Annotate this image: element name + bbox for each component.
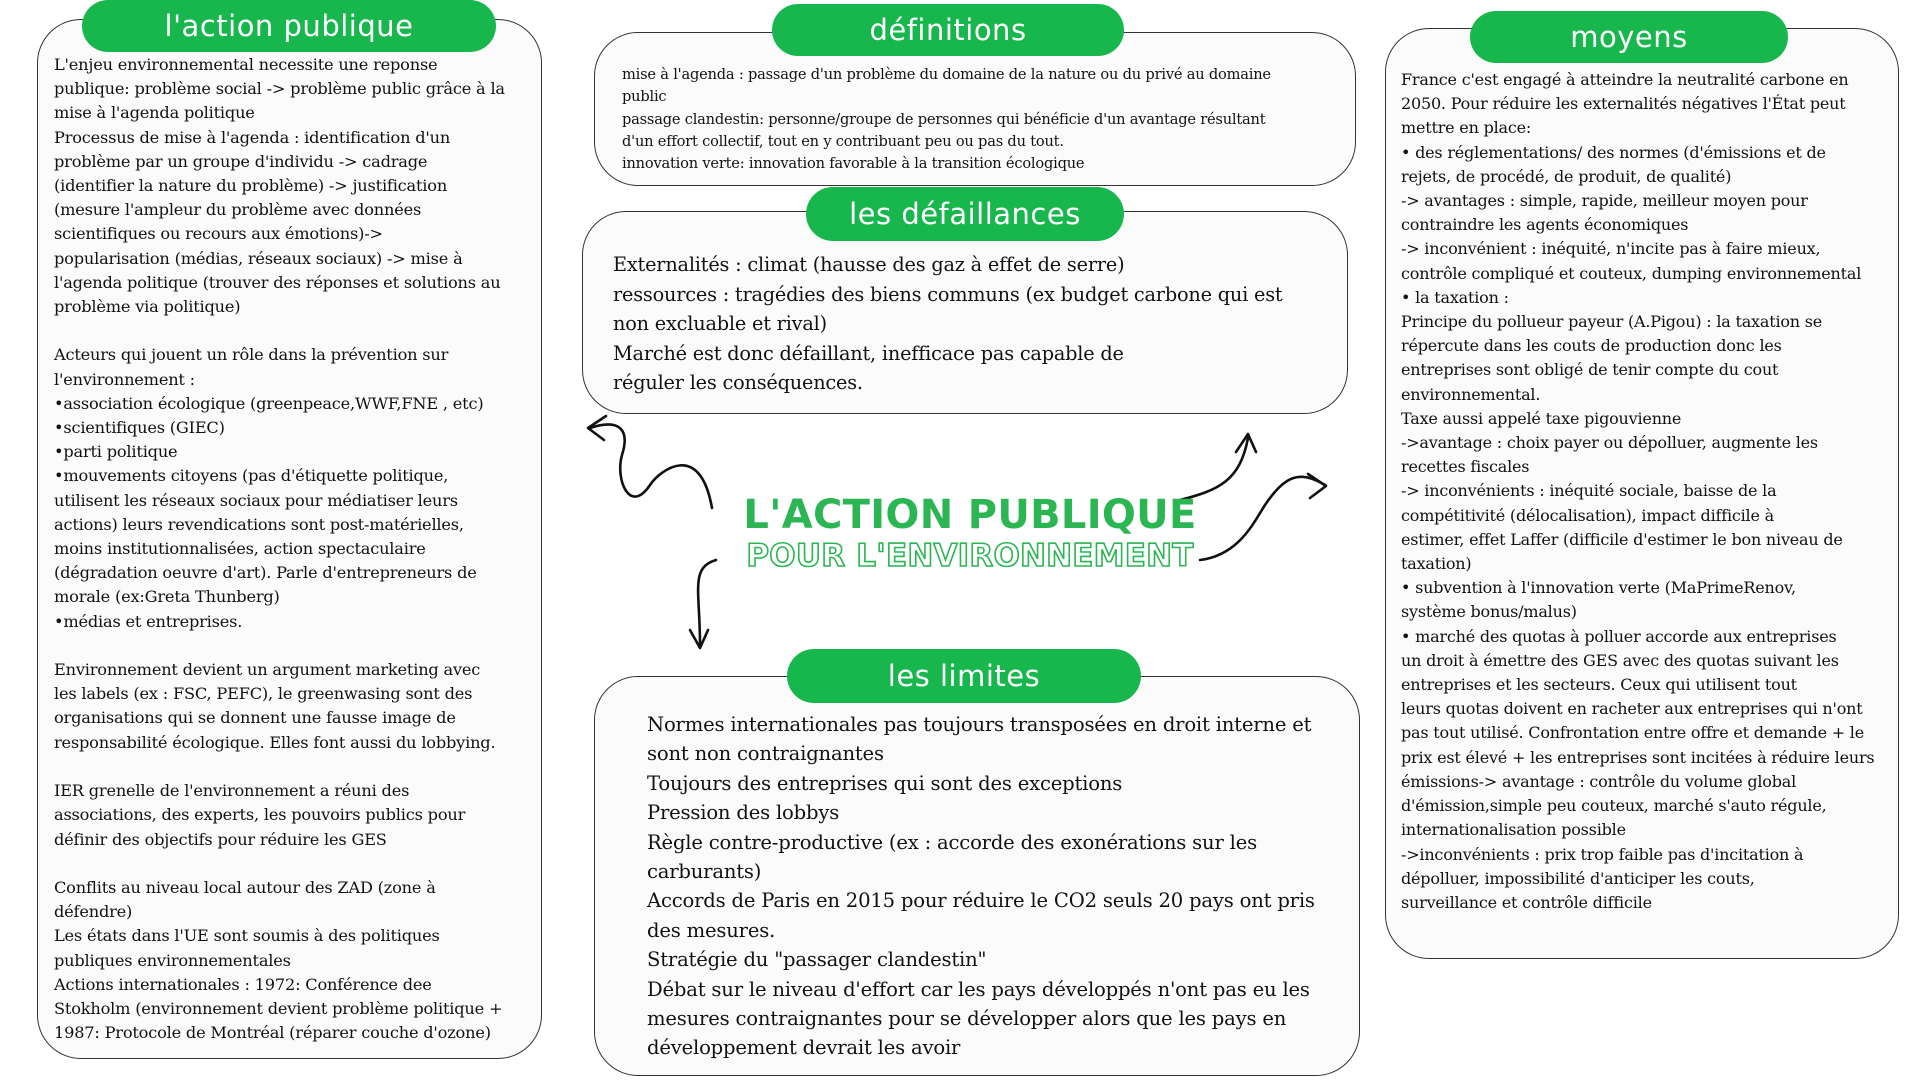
defaillances-text: Externalités : climat (hausse des gaz à effet de serre) ressources : tragédies des biens communs (ex budget carbone qui est non excluable et rival) Marché est donc défaillant, inefficace pas capable de réguler les conséquences. (613, 253, 1283, 394)
moyens-heading: moyens (1470, 11, 1788, 63)
moyens-text: France c'est engagé à atteindre la neutralité carbone en 2050. Pour réduire les externalités négatives l'État peut mettre en place: • des réglementations/ des normes (d'émissions et de rejets, de procédé, de produit, de qualité) -> avantages : simple, rapide, meilleur moyen pour contraindre les agents économiques -> inconvénient : inéquité, n'incite pas à faire mieux, contrôle compliqué et couteux, dumping environnemental • la taxation : Principe du pollueur payeur (A.Pigou) : la taxation se répercute dans les couts de production donc les entreprises sont obligé de tenir compte du cout environnemental. Taxe aussi appelé taxe pigouvienne ->avantage : choix payer ou dépolluer, augmente les recettes fiscales -> inconvénients : inéquité sociale, baisse de la compétitivité (délocalisation), impact difficile à estimer, effet Laffer (difficile d'estimer le bon niveau de taxation) • subvention à l'innovation verte (MaPrimeRenov, système bonus/malus) • marché des quotas à polluer accorde aux entreprises un droit à émettre des GES avec des quotas suivant les entreprises et les secteurs. Ceux qui utilisent tout leurs quotas doivent en racheter aux entreprises qui n'ont pas tout utilisé. Confrontation entre offre et demande + le prix est élevé + les entreprises sont incitées à réduire leurs émissions-> avantage : contrôle du volume global d'émission,simple peu couteux, marché s'auto régule, internationalisation possible ->inconvénients : prix trop faible pas d'incitation à dépolluer, impossibilité d'anticiper les couts, surveillance et contrôle difficile (1401, 70, 1875, 912)
defaillances-heading: les défaillances (806, 187, 1124, 241)
center-subtitle: POUR L'ENVIRONNEMENT (746, 538, 1194, 574)
definitions-text: mise à l'agenda : passage d'un problème du domaine de la nature ou du privé au domaine public passage clandestin: personne/groupe de personnes qui bénéficie d'un avantage résultant d'un effort collectif, tout en y contribuant peu ou pas du tout. innovation verte: innovation favorable à la transition écologique (622, 66, 1271, 173)
action-publique-heading: l'action publique (82, 0, 496, 52)
center-title: L'ACTION PUBLIQUE (743, 492, 1197, 538)
limites-heading: les limites (787, 649, 1141, 703)
action-publique-text: L'enjeu environnemental necessite une reponse publique: problème social -> problème public grâce à la mise à l'agenda politique Processus de mise à l'agenda : identification d'un problème par un groupe d'individu -> cadrage (identifier la nature du problème) -> justification (mesure l'ampleur du problème avec données scientifiques ou recours aux émotions)-> popularisation (médias, réseaux sociaux) -> mise à l'agenda politique (trouver des réponses et solutions au problème via politique) Acteurs qui jouent un rôle dans la prévention sur l'environnement : •association écologique (greenpeace,WWF,FNE , etc) •scientifiques (GIEC) •parti politique •mouvements citoyens (pas d'étiquette politique, utilisent les réseaux sociaux pour médiatiser leurs actions) leurs revendications sont post-matérielles, moins institutionnalisées, action spectaculaire (dégradation oeuvre d'art). Parle d'entrepreneurs de morale (ex:Greta Thunberg) •médias et entreprises. Environnement devient un argument marketing avec les labels (ex : FSC, PEFC), le greenwasing sont des organisations qui se donnent une fausse image de responsabilité écologique. Elles font aussi du lobbying. IER grenelle de l'environnement a réuni des associations, des experts, les pouvoirs publics pour définir des objectifs pour réduire les GES Conflits au niveau local autour des ZAD (zone à défendre) Les états dans l'UE sont soumis à des politiques publiques environnementales Actions internationales : 1972: Conférence dee Stokholm (environnement devient problème politique + 1987: Protocole de Montréal (réparer couche d'ozone) (54, 55, 505, 1043)
definitions-heading: définitions (772, 4, 1124, 56)
limites-text: Normes internationales pas toujours transposées en droit interne et sont non contraignantes Toujours des entreprises qui sont des exceptions Pression des lobbys Règle contre-productive (ex : accorde des exonérations sur les carburants) Accords de Paris en 2015 pour réduire le CO2 seuls 20 pays ont pris des mesures. Stratégie du "passager clandestin" Débat sur le niveau d'effort car les pays développés n'ont pas eu les mesures contraignantes pour se développer alors que les pays en développement devrait les avoir (647, 713, 1315, 1060)
arrow-to-action-publique (590, 424, 712, 508)
